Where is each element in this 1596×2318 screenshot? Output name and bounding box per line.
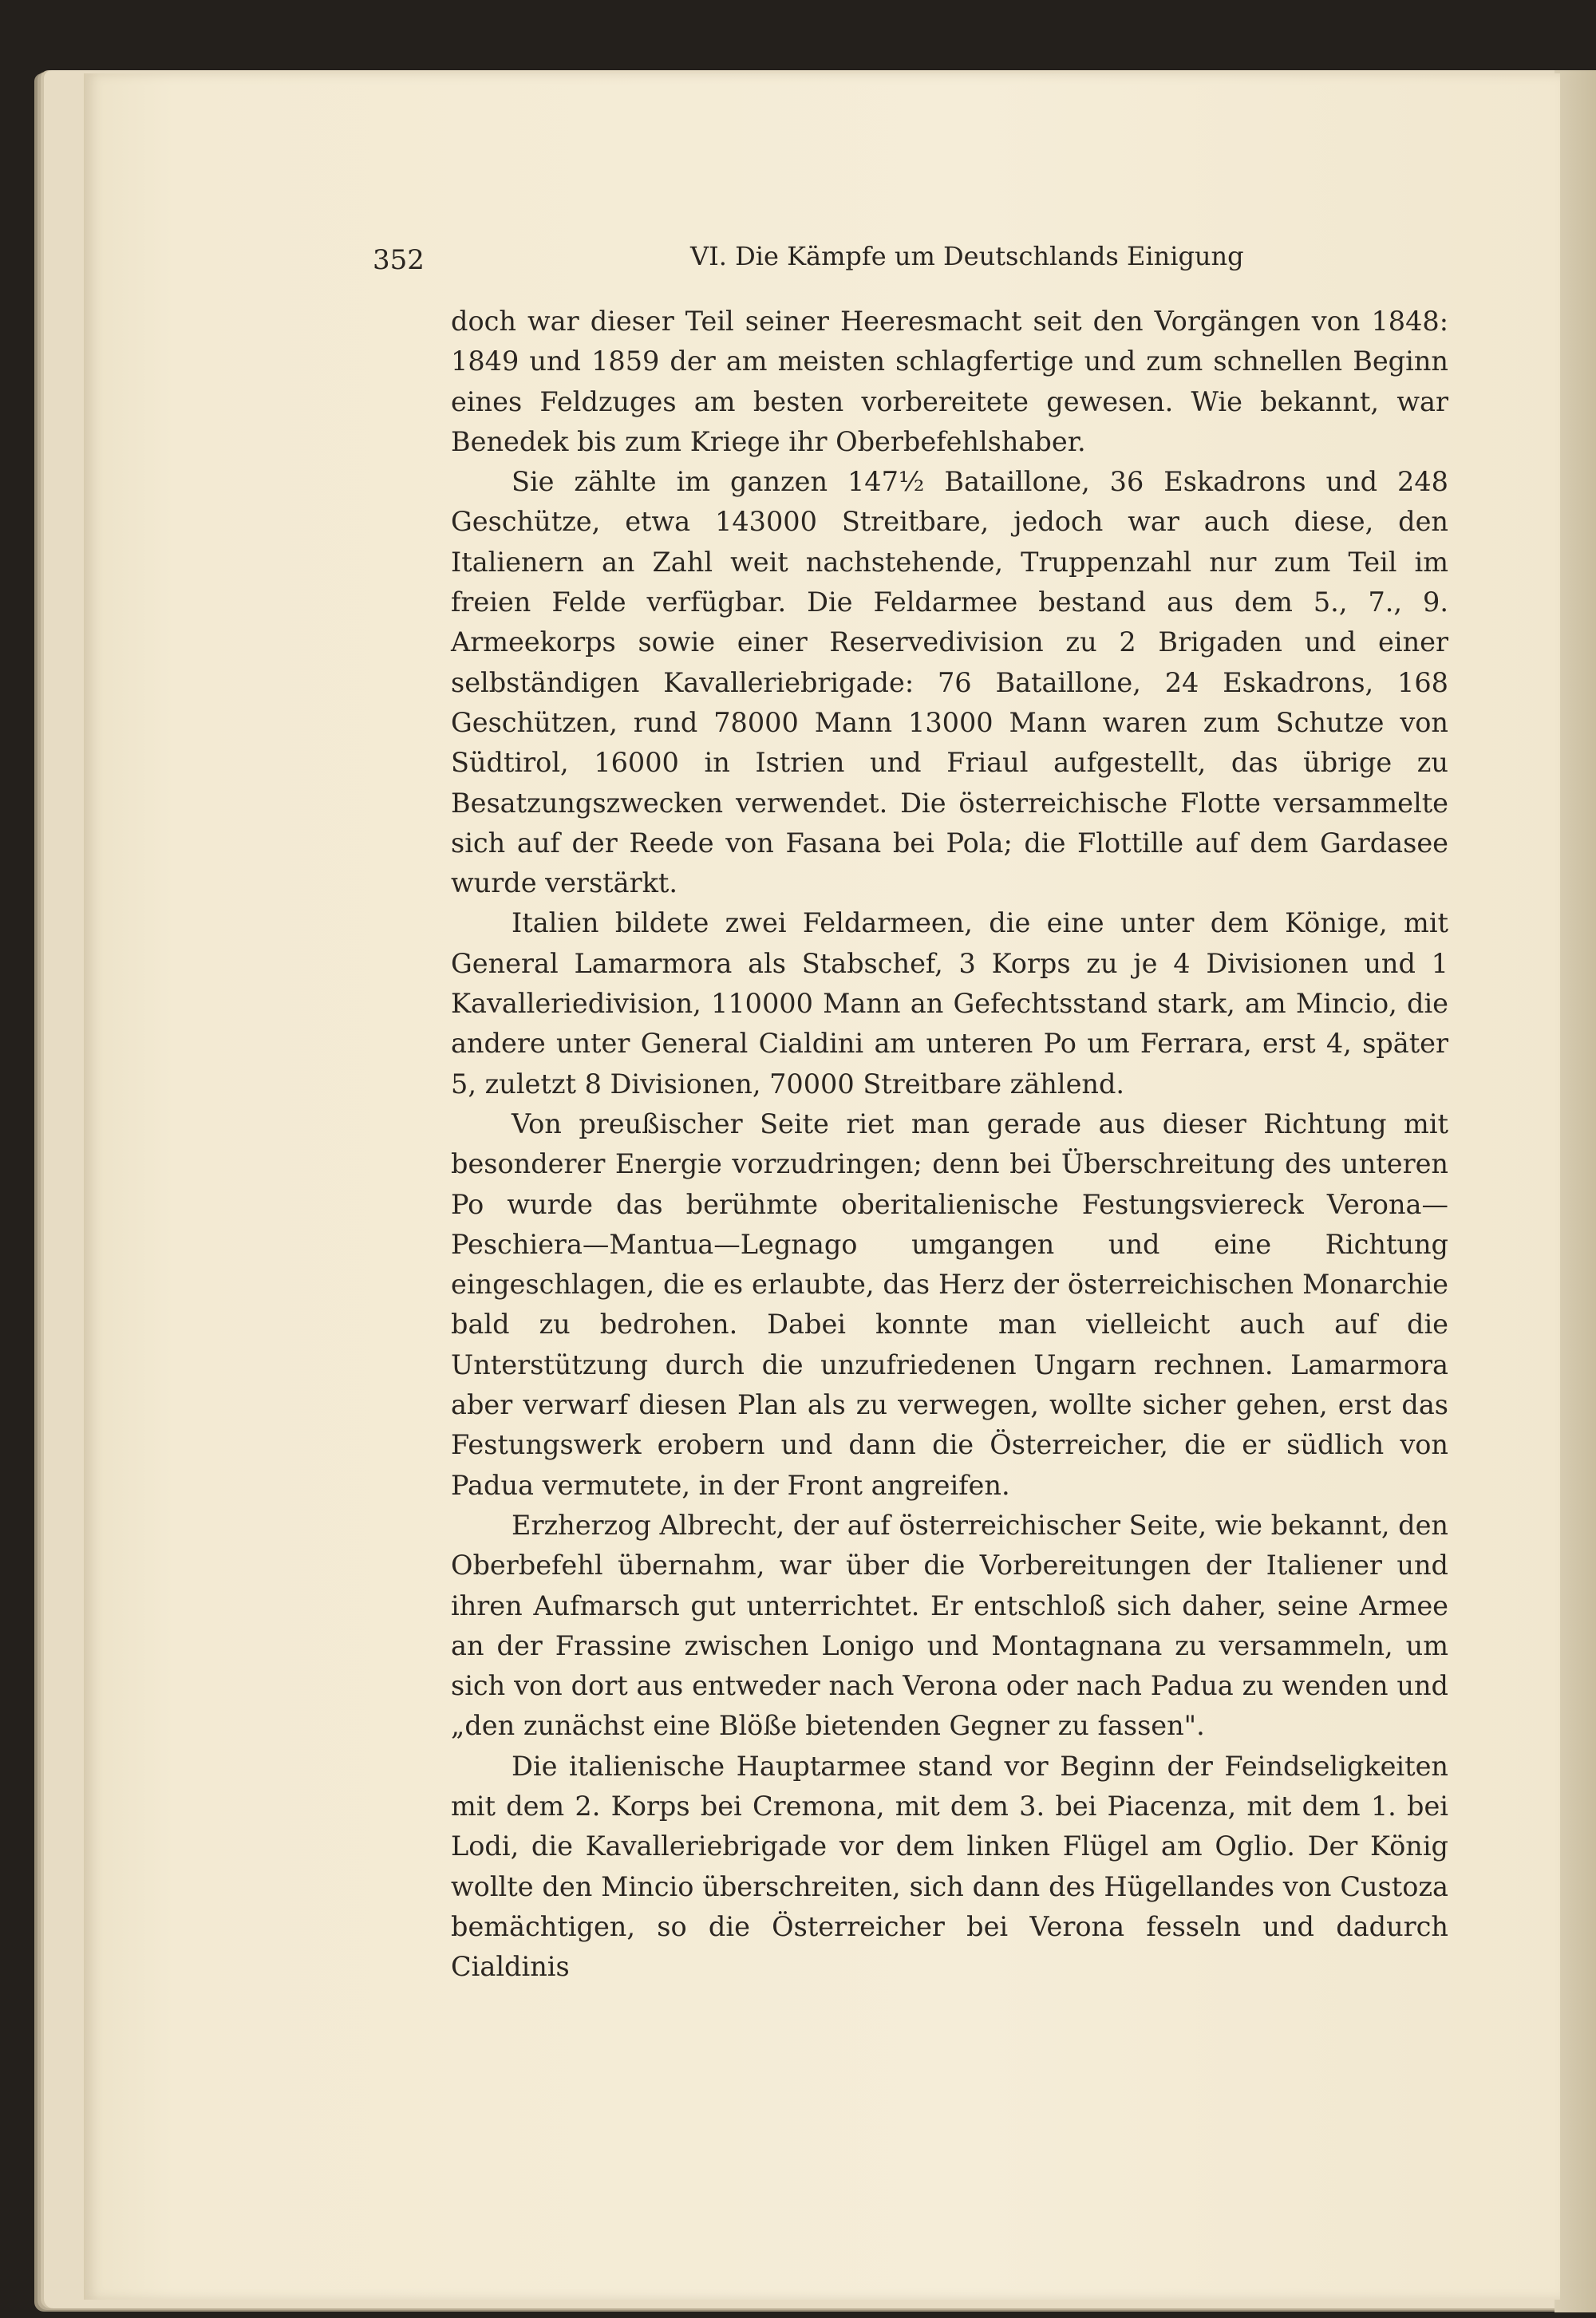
paragraph-3: Italien bildete zwei Feldarmeen, die eine unter dem Könige, mit General Lamarmora als Stabschef, 3 Korps zu je 4 Divisionen und 1 Kavalleriedivision, 110000 Mann an Gefechtsstand stark, am Mincio, die andere unter General Cialdini am unteren Po um Ferrara, erst 4, später 5, zuletzt 8 Divisionen, 70000 Streitbare zählend. bbox=[451, 907, 1448, 1100]
page-header bbox=[373, 241, 1290, 281]
paragraph-5: Erzherzog Albrecht, der auf österreichischer Seite, wie bekannt, den Oberbefehl übernahm, war über die Vorbereitungen der Italiener und ihren Aufmarsch gut unterrichtet. Er entschloß sich daher, seine Armee an der Frassine zwischen Lonigo und Montagnana zu versammeln, um sich von dort aus entweder nach Verona oder nach Padua zu wenden und „den zunächst eine Blöße bietenden Gegner zu fassen". bbox=[451, 1509, 1448, 1742]
paragraph-6: Die italienische Hauptarmee stand vor Beginn der Feindseligkeiten mit dem 2. Korps bei Cremona, mit dem 3. bei Piacenza, mit dem 1. bei Lodi, die Kavalleriebrigade vor dem linken Flügel am Oglio. Der König wollte den Mincio überschreiten, sich dann des Hügellandes von Custoza bemächtigen, so die Österreicher bei Verona fesseln und dadurch Cialdinis bbox=[451, 1750, 1448, 1983]
paragraph-1: doch war dieser Teil seiner Heeresmacht seit den Vorgängen von 1848: 1849 und 1859 der am meisten schlagfertige und zum schnellen Beginn eines Feldzuges am besten vorbereitete gewesen. Wie bekannt, war Benedek bis zum Kriege ihr Oberbefehlshaber. bbox=[451, 306, 1448, 457]
page-number: 352 bbox=[373, 244, 425, 276]
running-head: VI. Die Kämpfe um Deutschlands Einigung bbox=[690, 241, 1244, 271]
paragraph-2: Sie zählte im ganzen 147½ Bataillone, 36 Eskadrons und 248 Geschütze, etwa 143000 Streitbare, jedoch war auch diese, den Italienern an Zahl weit nachstehende, Truppenzahl nur zum Teil im freien Felde verfügbar. Die Feldarmee bestand aus dem 5., 7., 9. Armeekorps sowie einer Reservedivision zu 2 Brigaden und einer selbständigen Kavalleriebrigade: 76 Bataillone, 24 Eskadrons, 168 Geschützen, rund 78000 Mann 13000 Mann waren zum Schutze von Südtirol, 16000 in Istrien und Friaul aufgestellt, das übrige zu Besatzungszwecken verwendet. Die österreichische Flotte versammelte sich auf der Reede von Fasana bei Pola; die Flottille auf dem Gardasee wurde verstärkt. bbox=[451, 466, 1448, 899]
body-text bbox=[451, 302, 1448, 1987]
paragraph-4: Von preußischer Seite riet man gerade aus dieser Richtung mit besonderer Energie vorzudringen; denn bei Überschreitung des unteren Po wurde das berühmte oberitalienische Festungsviereck Verona—Peschiera—Mantua—Legnago umgangen und eine Richtung eingeschlagen, die es erlaubte, das Herz der österreichischen Monarchie bald zu bedrohen. Dabei konnte man vielleicht auch auf die Unterstützung durch die unzufriedenen Ungarn rechnen. Lamarmora aber verwarf diesen Plan als zu verwegen, wollte sicher gehen, erst das Festungswerk erobern und dann die Österreicher, die er südlich von Padua vermutete, in der Front angreifen. bbox=[451, 1108, 1448, 1501]
facing-page-edge bbox=[1555, 70, 1596, 2312]
